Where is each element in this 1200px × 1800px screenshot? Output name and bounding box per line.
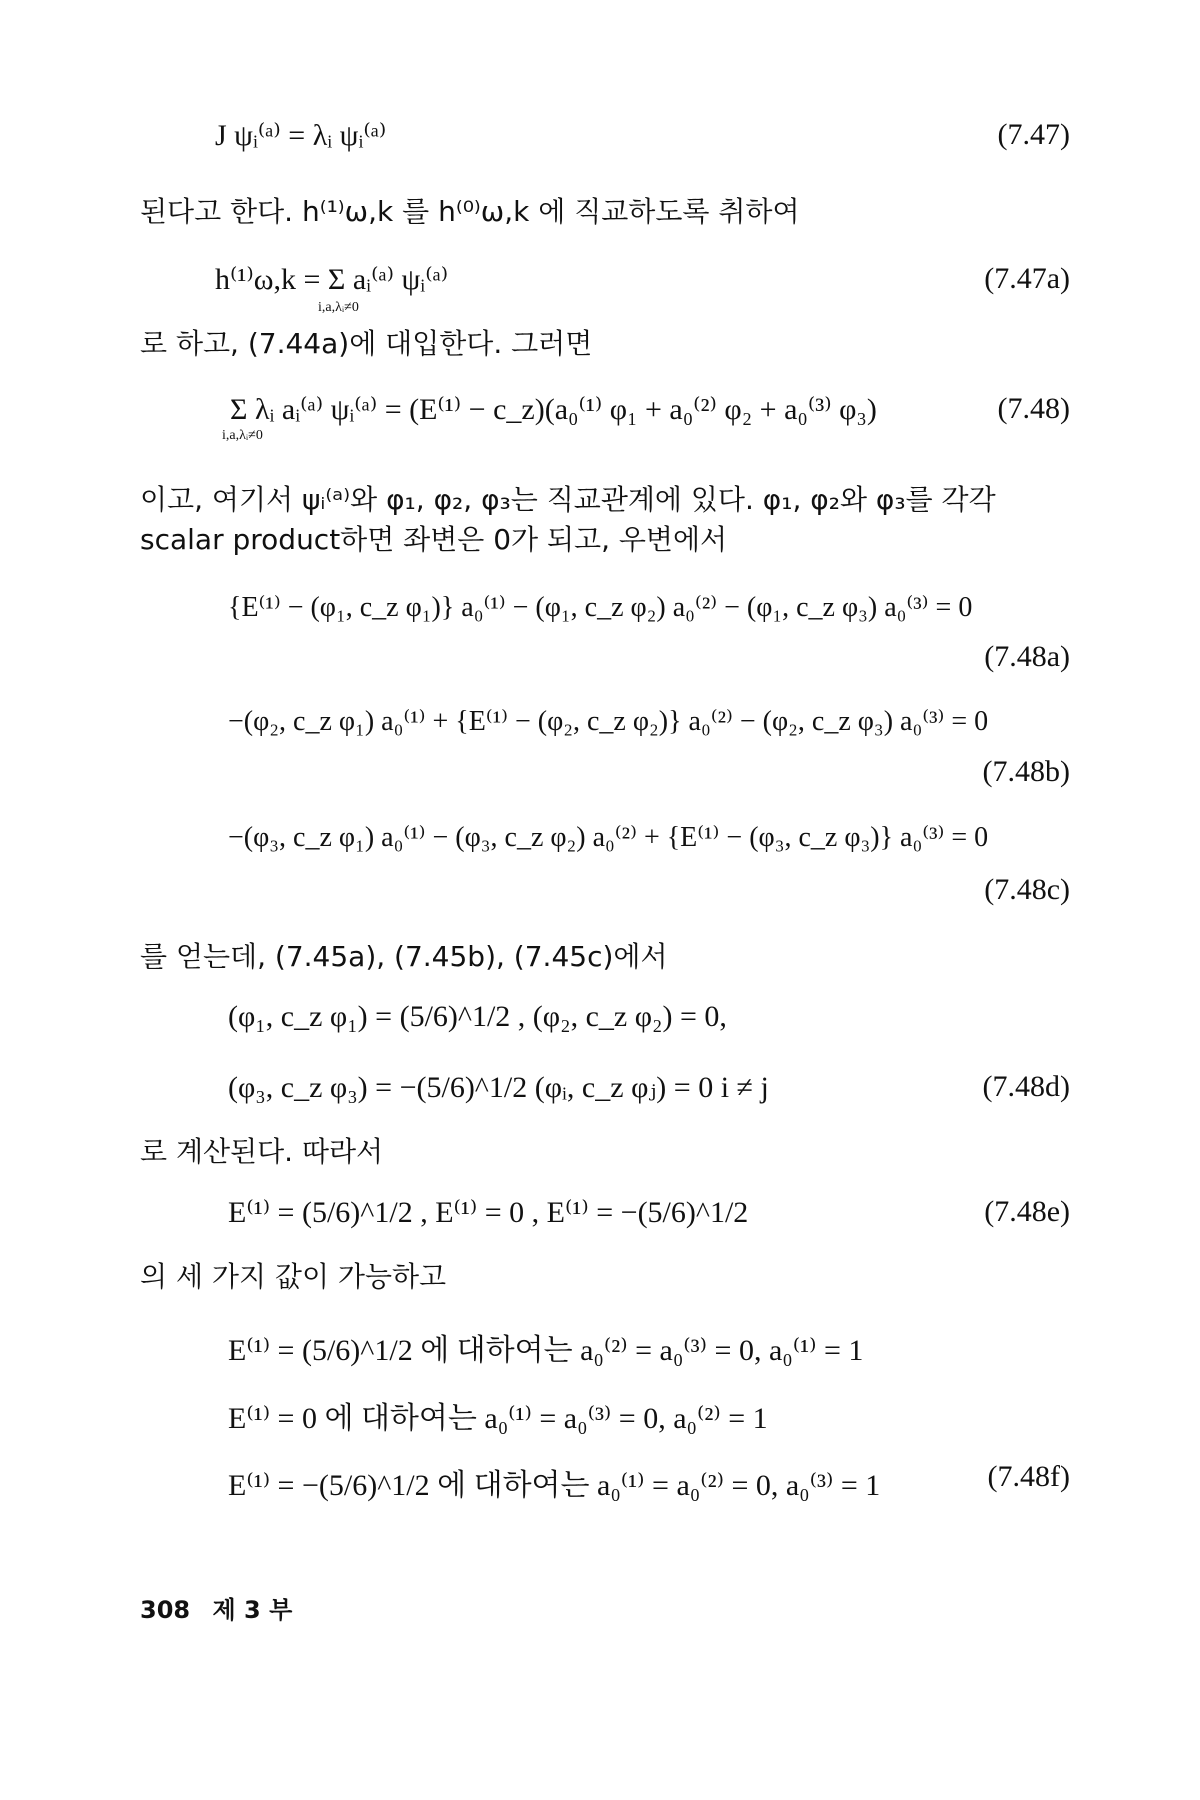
equation-7-48f-line-2: E⁽¹⁾ = 0 에 대하여는 a₀⁽¹⁾ = a₀⁽³⁾ = 0, a₀⁽²⁾ = 1 — [228, 1402, 768, 1435]
equation-7-48e: E⁽¹⁾ = (5/6)^1/2 , E⁽¹⁾ = 0 , E⁽¹⁾ = −(5/6)^1/2 — [228, 1196, 749, 1229]
equation-7-48d-line-2: (φ₃, c_z φ₃) = −(5/6)^1/2 (φᵢ, c_z φⱼ) = 0 i ≠ j — [228, 1071, 769, 1104]
paragraph-line-4: scalar product하면 좌변은 0가 되고, 우변에서 — [140, 523, 728, 556]
equation-number-7-48: (7.48) — [997, 392, 1070, 425]
equation-number-7-47: (7.47) — [997, 118, 1070, 151]
equation-7-47: J ψᵢ⁽ᵃ⁾ = λᵢ ψᵢ⁽ᵃ⁾ — [215, 119, 387, 152]
summation-subscript-7-48: i,a,λᵢ≠0 — [222, 428, 263, 443]
equation-7-48: Σ λᵢ aᵢ⁽ᵃ⁾ ψᵢ⁽ᵃ⁾ = (E⁽¹⁾ − c_z)(a₀⁽¹⁾ φ₁ + a₀⁽²⁾ φ₂ + a₀⁽³⁾ φ₃) — [230, 393, 877, 426]
paragraph-line-7: 의 세 가지 값이 가능하고 — [140, 1260, 447, 1293]
equation-number-7-47a: (7.47a) — [984, 262, 1070, 295]
equation-7-48d-line-1: (φ₁, c_z φ₁) = (5/6)^1/2 , (φ₂, c_z φ₂) = 0, — [228, 1000, 727, 1033]
equation-number-7-48c: (7.48c) — [984, 873, 1070, 906]
part-label: 제 3 부 — [212, 1596, 293, 1624]
equation-7-48c: −(φ₃, c_z φ₁) a₀⁽¹⁾ − (φ₃, c_z φ₂) a₀⁽²⁾ + {E⁽¹⁾ − (φ₃, c_z φ₃)} a₀⁽³⁾ = 0 — [228, 822, 989, 853]
equation-7-48b: −(φ₂, c_z φ₁) a₀⁽¹⁾ + {E⁽¹⁾ − (φ₂, c_z φ₂)} a₀⁽²⁾ − (φ₂, c_z φ₃) a₀⁽³⁾ = 0 — [228, 706, 989, 737]
equation-number-7-48f: (7.48f) — [987, 1460, 1070, 1493]
equation-number-7-48b: (7.48b) — [982, 755, 1070, 788]
equation-number-7-48e: (7.48e) — [984, 1195, 1070, 1228]
equation-7-48a: {E⁽¹⁾ − (φ₁, c_z φ₁)} a₀⁽¹⁾ − (φ₁, c_z φ₂) a₀⁽²⁾ − (φ₁, c_z φ₃) a₀⁽³⁾ = 0 — [228, 592, 973, 623]
paragraph-line-6: 로 계산된다. 따라서 — [140, 1135, 384, 1168]
page-number: 308 — [140, 1596, 191, 1624]
equation-number-7-48d: (7.48d) — [982, 1070, 1070, 1103]
summation-subscript-7-47a: i,a,λᵢ≠0 — [318, 300, 359, 315]
equation-7-48f-line-1: E⁽¹⁾ = (5/6)^1/2 에 대하여는 a₀⁽²⁾ = a₀⁽³⁾ = 0, a₀⁽¹⁾ = 1 — [228, 1334, 864, 1367]
paragraph-line-1: 된다고 한다. h⁽¹⁾ω,k 를 h⁽⁰⁾ω,k 에 직교하도록 취하여 — [140, 195, 800, 228]
paragraph-line-2: 로 하고, (7.44a)에 대입한다. 그러면 — [140, 327, 593, 360]
paragraph-line-3: 이고, 여기서 ψᵢ⁽ᵃ⁾와 φ₁, φ₂, φ₃는 직교관계에 있다. φ₁, φ₂와 φ₃를 각각 — [140, 483, 996, 516]
equation-number-7-48a: (7.48a) — [984, 640, 1070, 673]
equation-7-48f-line-3: E⁽¹⁾ = −(5/6)^1/2 에 대하여는 a₀⁽¹⁾ = a₀⁽²⁾ = 0, a₀⁽³⁾ = 1 — [228, 1469, 881, 1502]
page-footer — [140, 1590, 292, 1625]
equation-7-47a: h⁽¹⁾ω,k = Σ aᵢ⁽ᵃ⁾ ψᵢ⁽ᵃ⁾ — [215, 263, 449, 296]
paragraph-line-5: 를 얻는데, (7.45a), (7.45b), (7.45c)에서 — [140, 940, 668, 973]
